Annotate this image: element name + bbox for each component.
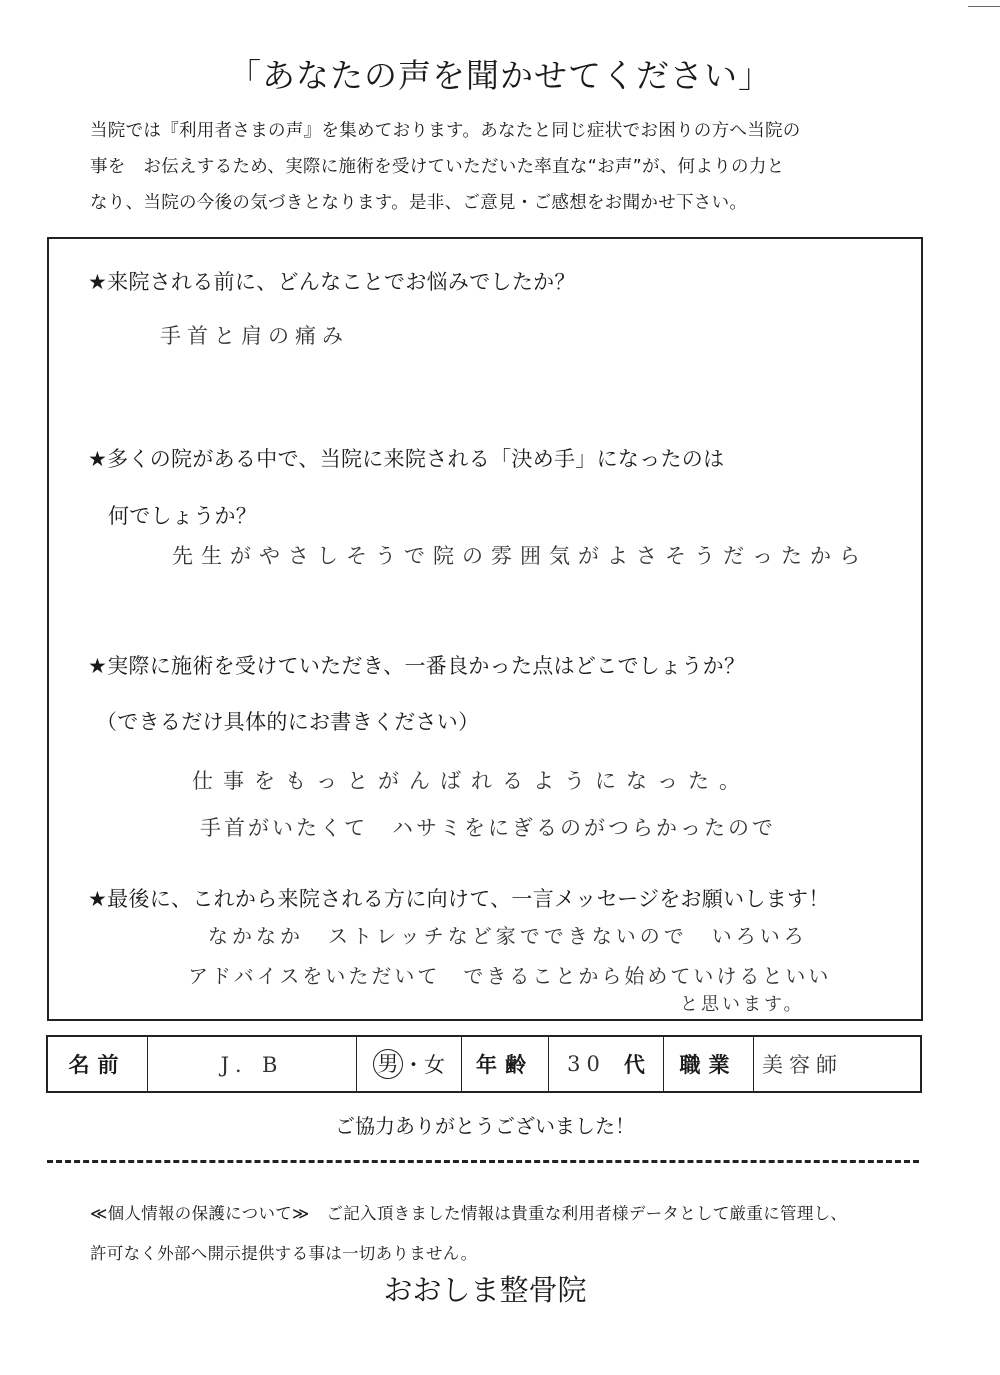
age-unit: 代 <box>623 1053 645 1077</box>
question-2-continued: 何でしょうか？ <box>108 504 258 528</box>
age-field <box>549 1037 664 1091</box>
question-3-note: （できるだけ具体的にお書きください） <box>96 710 480 734</box>
age-value: 30 <box>567 1052 606 1076</box>
intro-line-1: 当院では『利用者さまの声』を集めております。あなたと同じ症状でお困りの方へ当院の <box>90 121 801 141</box>
name-value: J．B <box>148 1037 357 1091</box>
gender-separator: ・ <box>403 1053 424 1077</box>
job-value: 美容師 <box>762 1053 843 1077</box>
answer-4-line-2: アドバイスをいただいて できることから始めていけるといい <box>188 964 832 988</box>
answer-2: 先生がやさしそうで院の雰囲気がよさそうだったから <box>172 544 868 568</box>
answer-1: 手首と肩の痛み <box>160 324 349 348</box>
job-label: 職業 <box>664 1037 754 1091</box>
intro-line-3: なり、当院の今後の気づきとなります。是非、ご意見・ご感想をお聞かせ下さい。 <box>90 193 748 213</box>
answer-4-line-3: と思います。 <box>680 994 805 1015</box>
question-1: ★来院される前に、どんなことでお悩みでしたか？ <box>88 270 576 294</box>
answer-4-line-1: なかなか ストレッチなど家でできないので いろいろ <box>208 924 808 948</box>
respondent-info-table <box>46 1035 922 1093</box>
answer-3-line-2: 手首がいたくて ハサミをにぎるのがつらかったので <box>200 816 776 840</box>
question-4: ★最後に、これから来院される方に向けて、一言メッセージをお願いします！ <box>88 887 830 911</box>
question-2: ★多くの院がある中で、当院に来院される「決め手」になったのは <box>88 447 725 471</box>
dashed-divider <box>47 1160 919 1163</box>
answer-3-line-1: 仕事をもっとがんばれるようになった。 <box>192 769 750 793</box>
gender-male-circled: 男 <box>373 1049 403 1079</box>
privacy-line-1: ≪個人情報の保護について≫ ご記入頂きました情報は貴重な利用者様データとして厳重に管理し、 <box>90 1204 848 1223</box>
thanks-message: ご協力ありがとうございました！ <box>335 1114 635 1138</box>
gender-female: 女 <box>424 1053 445 1077</box>
age-label: 年齢 <box>462 1037 549 1091</box>
gender-field <box>357 1037 462 1091</box>
question-3: ★実際に施術を受けていただき、一番良かった点はどこでしょうか？ <box>88 654 746 678</box>
page-title: 「あなたの声を聞かせてください」 <box>228 56 772 95</box>
clinic-name: おおしま整骨院 <box>383 1273 587 1307</box>
name-label: 名前 <box>48 1037 148 1091</box>
privacy-line-2: 許可なく外部へ開示提供する事は一切ありません。 <box>90 1244 478 1263</box>
intro-line-2: 事を お伝えするため、実際に施術を受けていただいた率直な“お声”が、何よりの力と <box>90 157 785 177</box>
scan-corner-mark <box>968 6 1000 7</box>
